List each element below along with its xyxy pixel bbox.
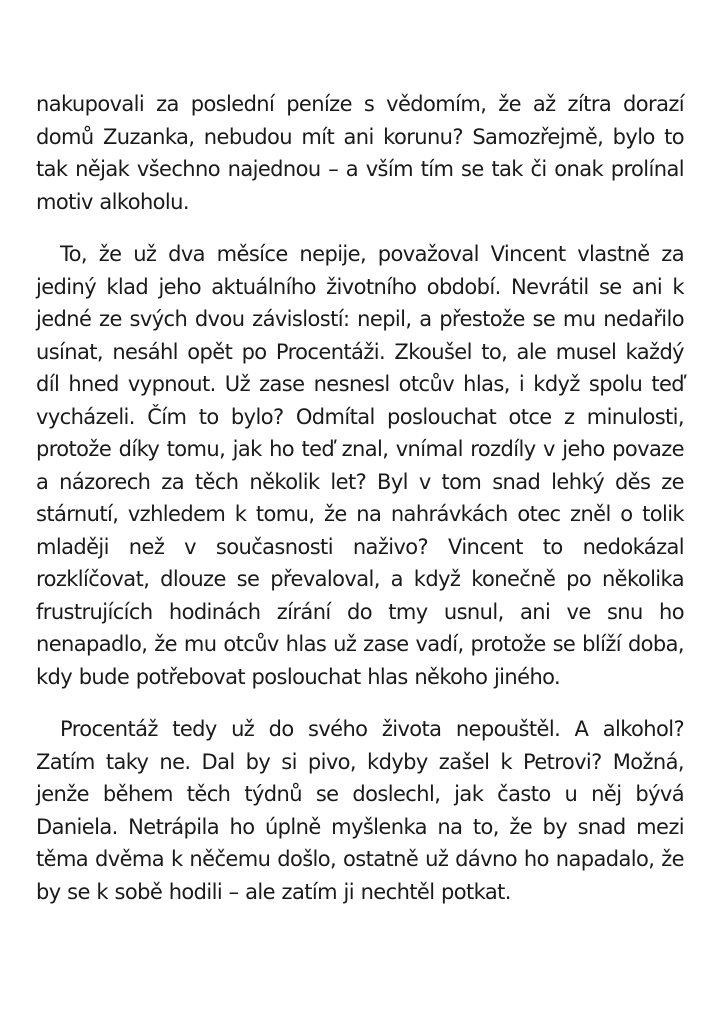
page-body (36, 88, 684, 928)
paragraph-2: To, že už dva měsíce nepije, považoval Vincent vlastně za jediný klad jeho aktuálního životního období. Nevrátil se ani k jedné ze svých dvou závislostí: nepil, a přestože se mu nedařilo usínat, nesáhl opět po Procentáži. Zkoušel to, ale musel každý díl hned vypnout. Už zase nesnesl otcův hlas, i když spolu teď vycházeli. Čím to bylo? Odmítal poslouchat otce z minulosti, protože díky tomu, jak ho teď znal, vnímal rozdíly v jeho povaze a názorech za těch několik let? Byl v tom snad lehký děs ze stárnutí, vzhledem k tomu, že na nahrávkách otec zněl o tolik mlaději než v současnosti naživo? Vincent to nedokázal rozklíčovat, dlouze se převaloval, a když konečně po několika frustrujících hodinách zírání do tmy usnul, ani ve snu ho nenapadlo, že mu otcův hlas už zase vadí, protože se blíží doba, kdy bude potřebovat poslouchat hlas někoho jiného. (36, 242, 684, 689)
paragraph-1: nakupovali za poslední peníze s vědomím, že až zítra dorazí domů Zuzanka, nebudou mít ani korunu? Samozřejmě, bylo to tak nějak všechno najednou – a vším tím se tak či onak prolínal motiv alkoholu. (36, 92, 684, 214)
paragraph-3: Procentáž tedy už do svého života nepouštěl. A alkohol? Zatím taky ne. Dal by si pivo, kdyby zašel k Petrovi? Možná, jenže během těch týdnů se doslechl, jak často u něj bývá Daniela. Netrápila ho úplně myšlenka na to, že by snad mezi těma dvěma k něčemu došlo, ostatně už dávno ho napadalo, že by se k sobě hodili – ale zatím ji nechtěl potkat. (36, 717, 684, 904)
